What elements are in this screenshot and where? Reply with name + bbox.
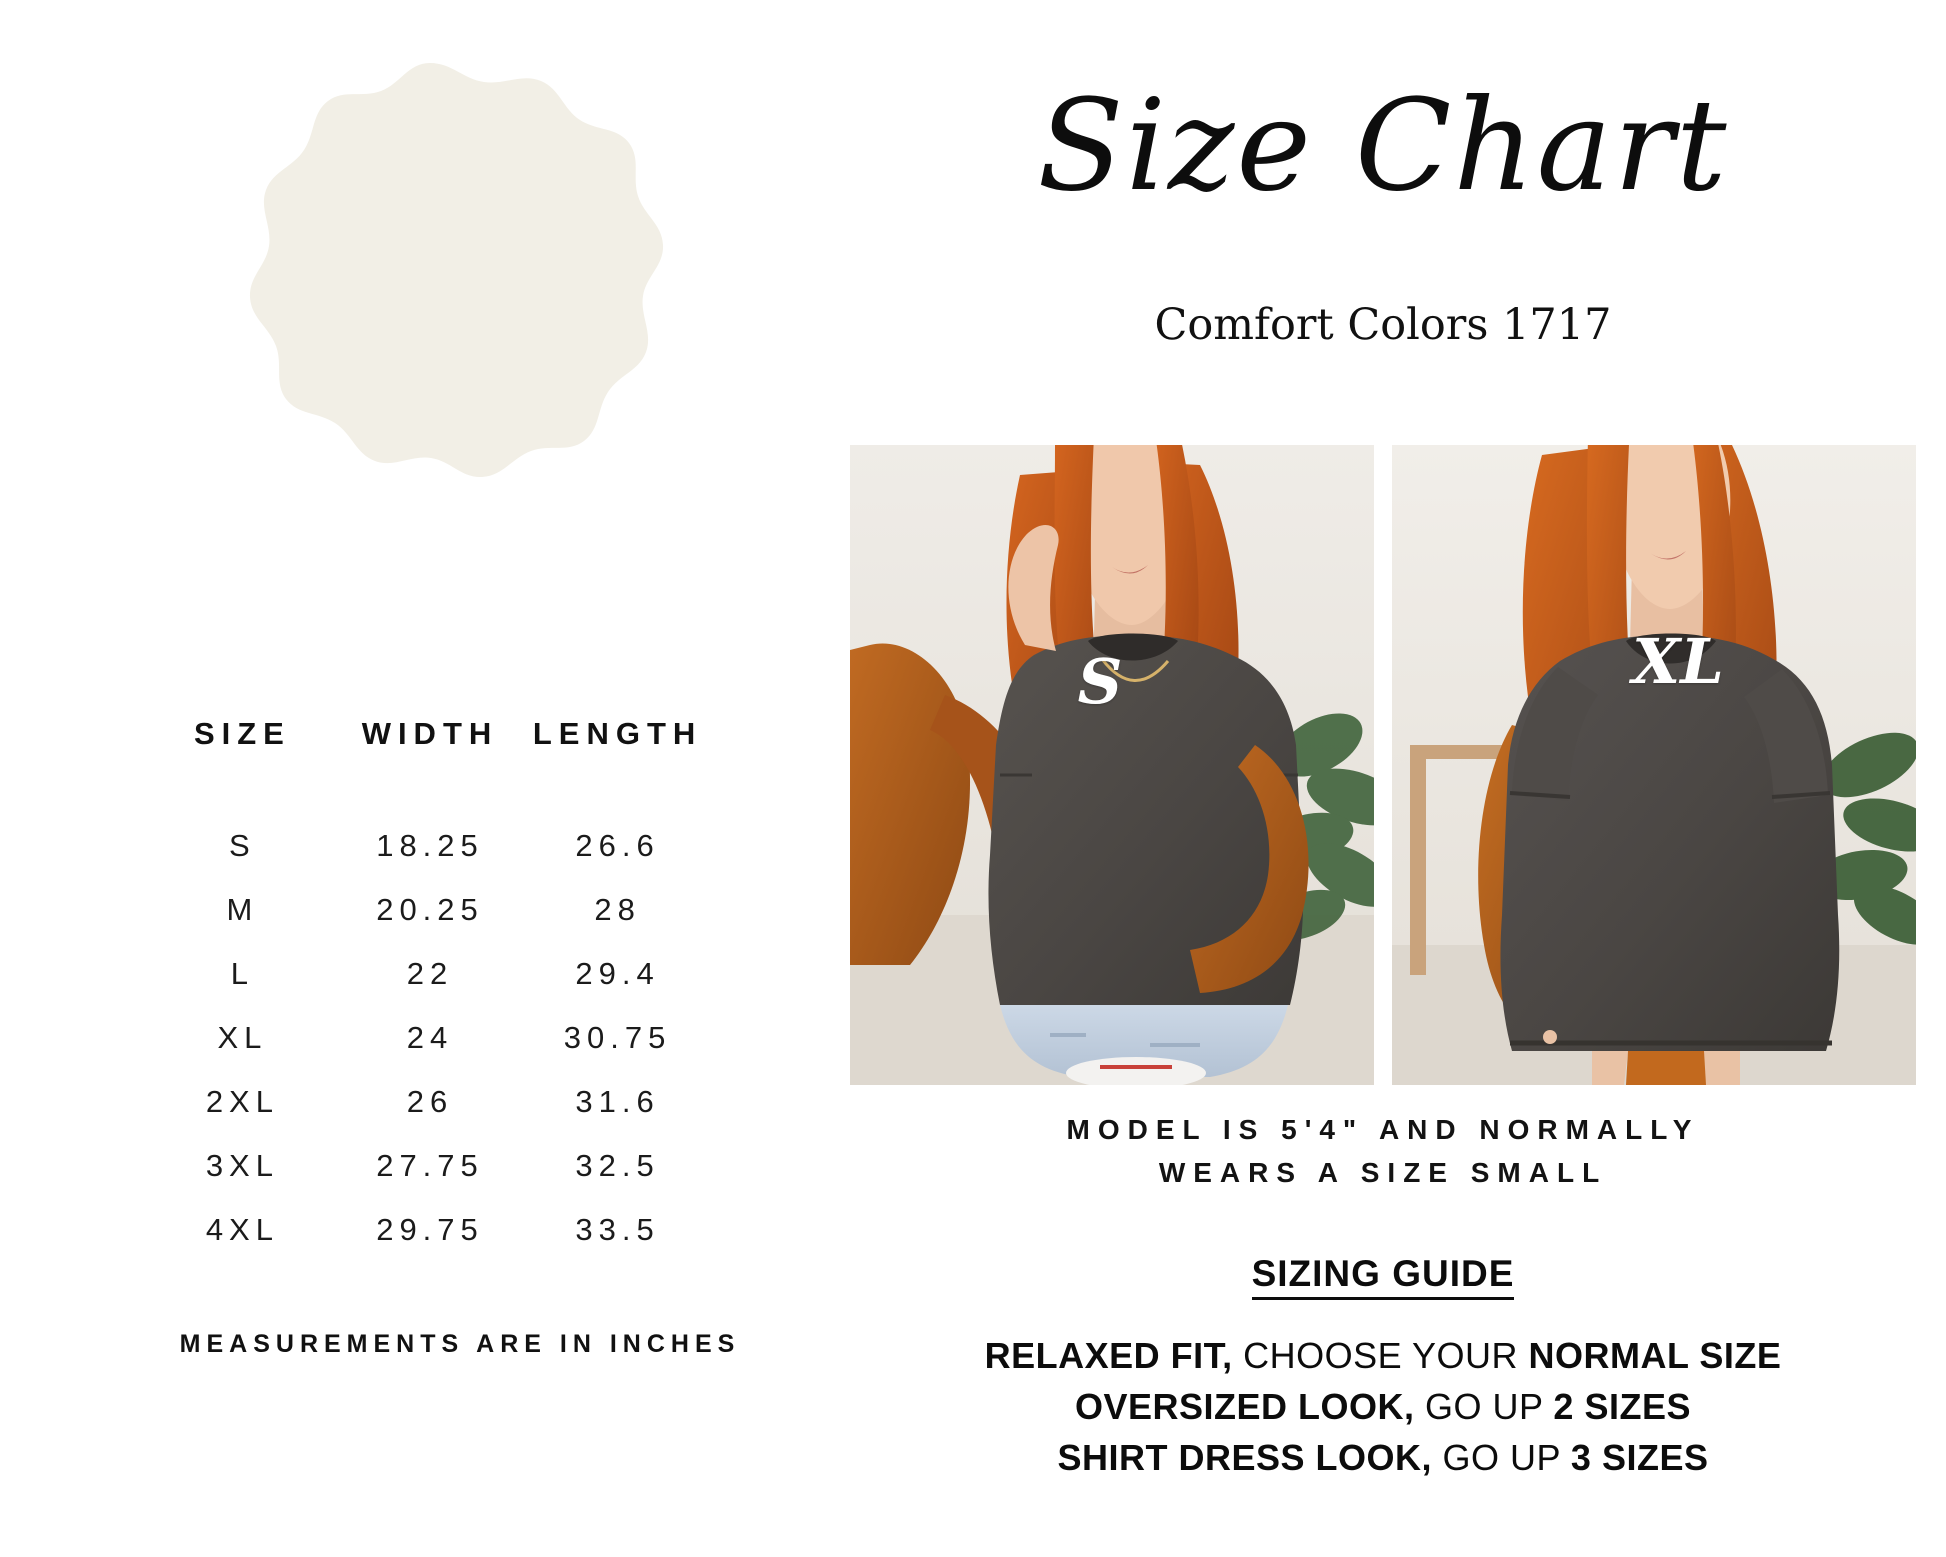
guide-line-2-bold-end: 2 SIZES bbox=[1553, 1386, 1691, 1428]
size-table-wrapper bbox=[150, 715, 710, 1262]
table-row bbox=[150, 1198, 710, 1262]
column-header-size: SIZE bbox=[193, 716, 291, 751]
cell-width: 18.25 bbox=[376, 828, 484, 863]
cell-width: 26 bbox=[406, 1084, 454, 1119]
cell-length: 30.75 bbox=[563, 1020, 672, 1055]
cell-length: 29.4 bbox=[575, 956, 660, 991]
size-table bbox=[150, 715, 710, 1262]
cell-width: 27.75 bbox=[376, 1148, 484, 1183]
column-header-width: WIDTH bbox=[361, 716, 499, 751]
model-note bbox=[850, 1108, 1916, 1195]
cell-length: 33.5 bbox=[575, 1212, 660, 1247]
left-column bbox=[0, 0, 820, 1557]
guide-line-1-bold-start: RELAXED FIT, bbox=[984, 1335, 1233, 1376]
sizing-guide-line bbox=[850, 1330, 1916, 1381]
sizing-guide-line bbox=[850, 1432, 1916, 1483]
cell-width: 22 bbox=[406, 956, 454, 991]
cell-size: XL bbox=[217, 1020, 268, 1055]
photo-size-xl bbox=[1392, 445, 1916, 1085]
cell-size: 3XL bbox=[205, 1148, 279, 1183]
cell-size: 2XL bbox=[205, 1084, 279, 1119]
guide-line-1-mid: CHOOSE YOUR bbox=[1232, 1335, 1529, 1376]
page-subtitle: Comfort Colors 1717 bbox=[1154, 300, 1612, 350]
measurements-footnote: MEASUREMENTS ARE IN INCHES bbox=[179, 1330, 741, 1358]
cell-length: 32.5 bbox=[575, 1148, 660, 1183]
cell-length: 28 bbox=[594, 892, 641, 927]
table-row bbox=[150, 1006, 710, 1070]
guide-line-2-mid: GO UP bbox=[1414, 1386, 1554, 1428]
table-row bbox=[150, 942, 710, 1006]
table-header-row bbox=[150, 715, 710, 814]
cell-size: L bbox=[230, 956, 255, 991]
cell-length: 26.6 bbox=[575, 828, 660, 863]
sizing-guide-lines bbox=[850, 1330, 1916, 1483]
cell-size: S bbox=[229, 828, 256, 863]
column-header-length: LENGTH bbox=[532, 716, 703, 751]
cell-size: 4XL bbox=[205, 1212, 279, 1247]
guide-line-1-bold-end: NORMAL SIZE bbox=[1528, 1335, 1782, 1376]
right-column bbox=[820, 0, 1946, 1557]
photo-size-label-xl: XL bbox=[1632, 625, 1724, 698]
model-note-line-1: MODEL IS 5'4" AND NORMALLY bbox=[1066, 1114, 1700, 1145]
sizing-guide-title-text: SIZING GUIDE bbox=[1252, 1253, 1515, 1300]
decorative-scallop-blob bbox=[170, 55, 690, 575]
photo-gallery bbox=[850, 445, 1916, 1085]
cell-width: 20.25 bbox=[376, 892, 484, 927]
table-row bbox=[150, 1134, 710, 1198]
sizing-guide-line bbox=[850, 1381, 1916, 1432]
cell-width: 24 bbox=[406, 1020, 454, 1055]
table-row bbox=[150, 814, 710, 878]
cell-width: 29.75 bbox=[376, 1212, 484, 1247]
table-row bbox=[150, 878, 710, 942]
guide-line-2-bold-start: OVERSIZED LOOK, bbox=[1075, 1386, 1415, 1428]
guide-line-3-bold-start: SHIRT DRESS LOOK, bbox=[1057, 1437, 1433, 1479]
cell-length: 31.6 bbox=[575, 1084, 660, 1119]
guide-line-3-bold-end: 3 SIZES bbox=[1570, 1437, 1709, 1479]
cell-size: M bbox=[226, 892, 259, 927]
model-note-line-2: WEARS A SIZE SMALL bbox=[1158, 1157, 1608, 1189]
table-row bbox=[150, 1070, 710, 1134]
photo-size-label-small: S bbox=[1077, 645, 1123, 718]
photo-size-small bbox=[850, 445, 1374, 1085]
page-title: Size Chart bbox=[1037, 72, 1729, 219]
sizing-guide-title bbox=[850, 1253, 1916, 1295]
guide-line-3-mid: GO UP bbox=[1432, 1437, 1571, 1479]
